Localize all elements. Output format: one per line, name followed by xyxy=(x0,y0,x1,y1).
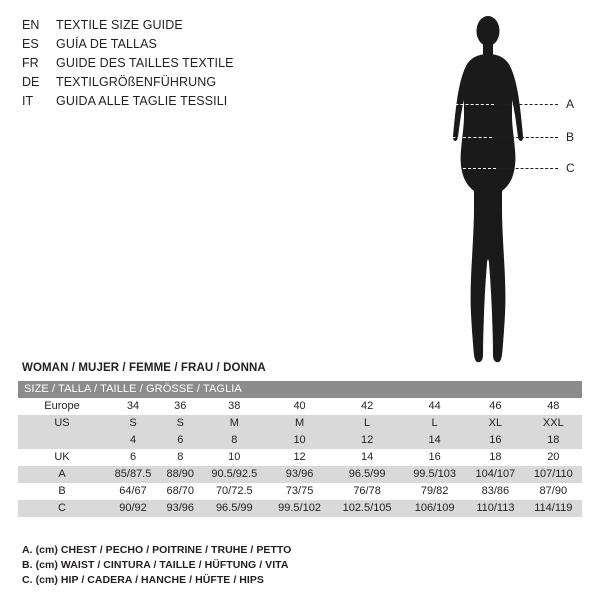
cell: 6 xyxy=(106,449,160,466)
row-label: Europe xyxy=(18,398,106,415)
cell: 83/86 xyxy=(466,483,525,500)
language-row xyxy=(22,54,352,72)
measure-label-c: C xyxy=(566,161,575,175)
cell: M xyxy=(268,415,331,432)
table-row xyxy=(18,483,582,500)
cell: 99.5/103 xyxy=(403,466,466,483)
cell: 99.5/102 xyxy=(268,500,331,517)
language-code: FR xyxy=(22,56,39,70)
size-table xyxy=(18,381,582,517)
cell: 44 xyxy=(403,398,466,415)
row-label: C xyxy=(18,500,106,517)
cell: 90.5/92.5 xyxy=(201,466,269,483)
cell: 16 xyxy=(466,432,525,449)
cell: S xyxy=(106,415,160,432)
language-title: GUIDE DES TAILLES TEXTILE xyxy=(56,56,234,70)
section-heading-woman: WOMAN / MUJER / FEMME / FRAU / DONNA xyxy=(22,362,266,374)
measure-line-b-inner xyxy=(442,137,492,138)
row-label xyxy=(18,432,106,449)
language-code: DE xyxy=(22,75,40,89)
cell: 96.5/99 xyxy=(201,500,269,517)
row-label: A xyxy=(18,466,106,483)
table-row xyxy=(18,449,582,466)
row-label: UK xyxy=(18,449,106,466)
cell: 16 xyxy=(403,449,466,466)
cell: 12 xyxy=(268,449,331,466)
cell: XXL xyxy=(525,415,582,432)
footnote-c: C. (cm) HIP / CADERA / HANCHE / HÜFTE / HIPS xyxy=(22,574,264,586)
language-row xyxy=(22,16,352,34)
cell: 64/67 xyxy=(106,483,160,500)
language-header-block xyxy=(22,16,352,111)
cell: 8 xyxy=(160,449,201,466)
cell: 90/92 xyxy=(106,500,160,517)
size-table-wrapper xyxy=(18,381,582,517)
cell: 88/90 xyxy=(160,466,201,483)
footnotes-block xyxy=(22,543,582,588)
language-row xyxy=(22,73,352,91)
cell: 4 xyxy=(106,432,160,449)
cell: 96.5/99 xyxy=(331,466,403,483)
cell: 79/82 xyxy=(403,483,466,500)
cell: 85/87.5 xyxy=(106,466,160,483)
cell: L xyxy=(331,415,403,432)
language-code: EN xyxy=(22,18,40,32)
table-row xyxy=(18,500,582,517)
row-label: B xyxy=(18,483,106,500)
language-title: GUIDA ALLE TAGLIE TESSILI xyxy=(56,94,228,108)
cell: 106/109 xyxy=(403,500,466,517)
language-code: ES xyxy=(22,37,39,51)
cell: 42 xyxy=(331,398,403,415)
cell: 18 xyxy=(525,432,582,449)
cell: 93/96 xyxy=(268,466,331,483)
cell: 76/78 xyxy=(331,483,403,500)
cell: 10 xyxy=(201,449,269,466)
table-header-row xyxy=(18,381,582,398)
measure-label-a: A xyxy=(566,97,575,111)
cell: 48 xyxy=(525,398,582,415)
row-label: US xyxy=(18,415,106,432)
cell: 68/70 xyxy=(160,483,201,500)
cell: 14 xyxy=(331,449,403,466)
footnote-a: A. (cm) CHEST / PECHO / POITRINE / TRUHE / PETTO xyxy=(22,544,292,556)
language-code: IT xyxy=(22,94,34,108)
language-row xyxy=(22,92,352,110)
body-figure-diagram xyxy=(380,8,590,368)
table-row xyxy=(18,466,582,483)
measure-line-a-outer xyxy=(494,104,558,105)
cell: XL xyxy=(466,415,525,432)
cell: 14 xyxy=(403,432,466,449)
cell: 18 xyxy=(466,449,525,466)
cell: 73/75 xyxy=(268,483,331,500)
measure-line-c-outer xyxy=(496,168,558,169)
cell: 104/107 xyxy=(466,466,525,483)
language-title: GUÍA DE TALLAS xyxy=(56,37,157,51)
cell: L xyxy=(403,415,466,432)
cell: 10 xyxy=(268,432,331,449)
measure-line-a-inner xyxy=(440,104,494,105)
cell: 87/90 xyxy=(525,483,582,500)
measure-label-b: B xyxy=(566,130,575,144)
cell: 114/119 xyxy=(525,500,582,517)
measure-line-b-outer xyxy=(492,137,558,138)
cell: S xyxy=(160,415,201,432)
cell: 102.5/105 xyxy=(331,500,403,517)
cell: 8 xyxy=(201,432,269,449)
cell: 110/113 xyxy=(466,500,525,517)
table-row xyxy=(18,398,582,415)
language-title: TEXTILGRÖßENFÜHRUNG xyxy=(56,75,217,89)
cell: 6 xyxy=(160,432,201,449)
measure-line-c-inner xyxy=(438,168,496,169)
cell: 20 xyxy=(525,449,582,466)
cell: 46 xyxy=(466,398,525,415)
cell: 107/110 xyxy=(525,466,582,483)
cell: 12 xyxy=(331,432,403,449)
female-silhouette-icon xyxy=(428,8,548,368)
cell: 34 xyxy=(106,398,160,415)
cell: 40 xyxy=(268,398,331,415)
language-row xyxy=(22,35,352,53)
cell: 93/96 xyxy=(160,500,201,517)
footnote-b: B. (cm) WAIST / CINTURA / TAILLE / HÜFTUNG / VITA xyxy=(22,559,289,571)
table-row xyxy=(18,432,582,449)
cell: M xyxy=(201,415,269,432)
table-header-label: SIZE / TALLA / TAILLE / GRÖSSE / TAGLIA xyxy=(24,383,242,395)
cell: 36 xyxy=(160,398,201,415)
table-row xyxy=(18,415,582,432)
language-title: TEXTILE SIZE GUIDE xyxy=(56,18,183,32)
cell: 38 xyxy=(201,398,269,415)
cell: 70/72.5 xyxy=(201,483,269,500)
